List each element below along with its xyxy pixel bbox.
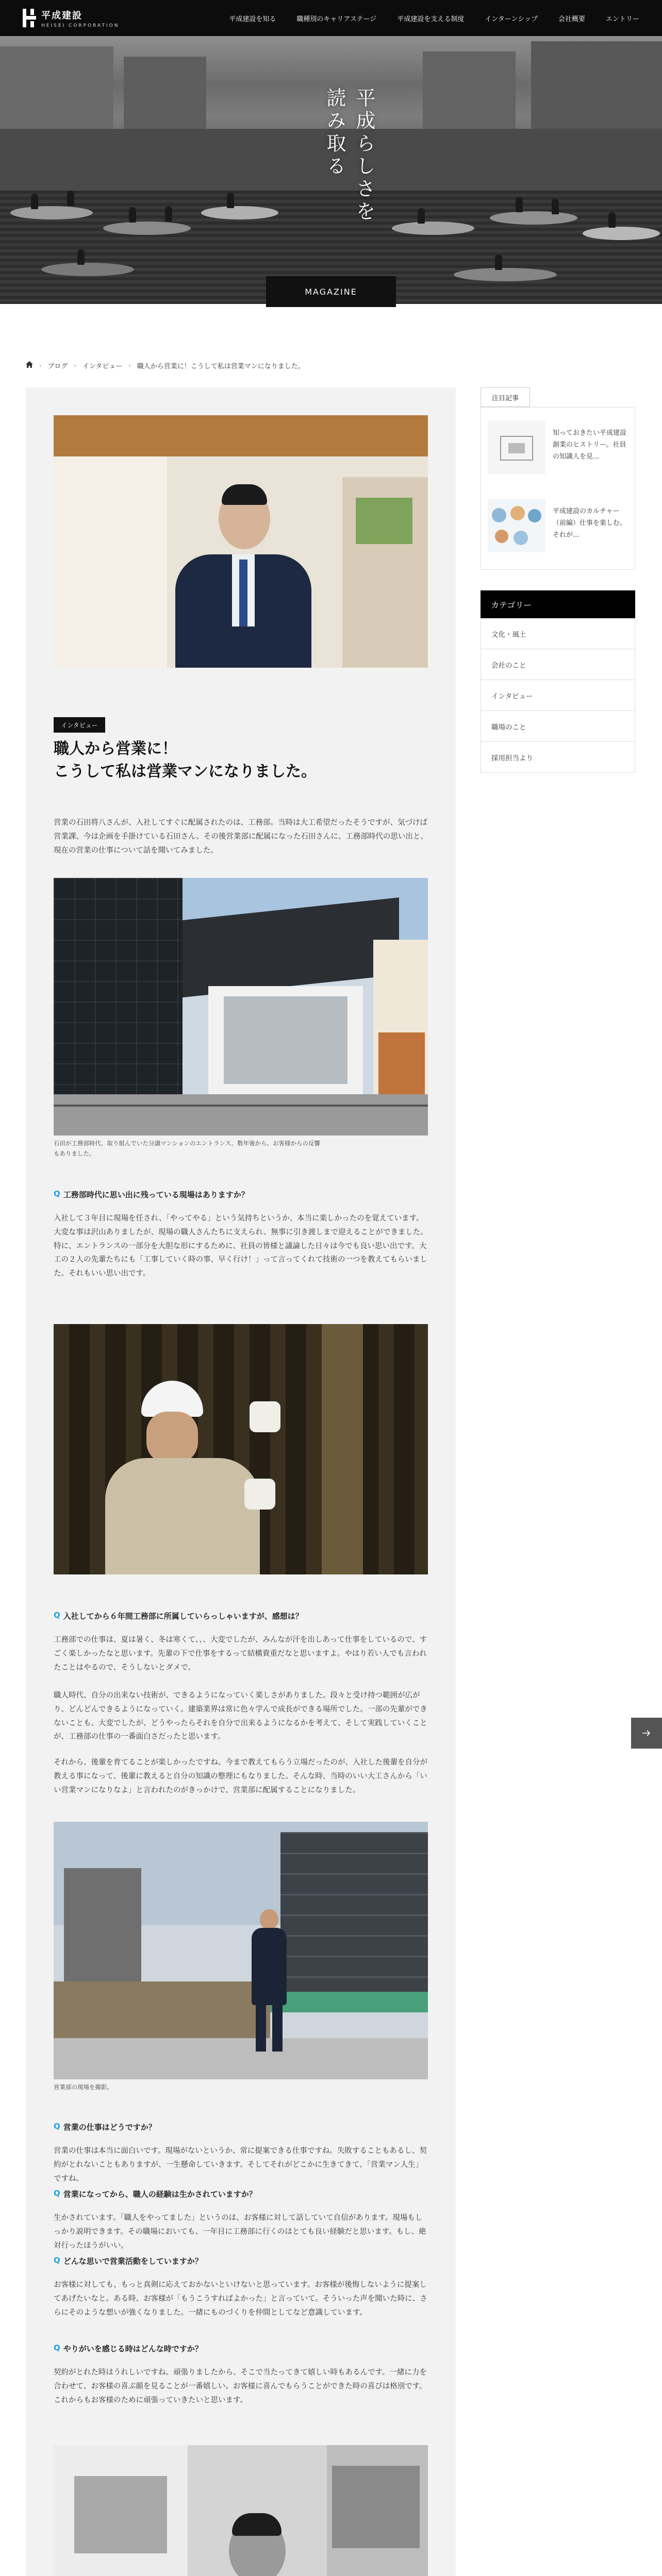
- q-mark-icon: Q: [54, 1611, 60, 1620]
- breadcrumb-interview[interactable]: インタビュー: [82, 363, 123, 370]
- article-photo-profile: [54, 2445, 428, 2576]
- featured-title: 平成建設のカルチャー（前編）仕事を楽しむ。それが...: [553, 507, 627, 539]
- answer-text: それから、後輩を育てることが楽しかったですね。今まで教えてもらう立場だったのが、入社した後輩を自分が教える事になって、後輩に教えると自分の知識の整理にもなりました。そんな時、当時のいい大工さんから「いい営業マンになりなよ」と言われたのがきっかけで、営業部に配属することになりました。: [54, 1758, 427, 1794]
- question-text: どんな思いで営業活動をしていますか？: [63, 2257, 203, 2266]
- logo-sub-text: HEISEI CORPORATION: [41, 23, 120, 28]
- article-photo-portrait: [54, 415, 428, 668]
- featured-item[interactable]: [488, 499, 628, 552]
- article-intro: 営業の石田将八さんが、入社してすぐに配属されたのは、工務部。当時は大工希望だったそうですが、気づけば営業課、今は企画を手掛けている石田さん。その後営業部に配属になった石田さんに、工務部時代の思い出と、現在の営業の仕事について話を聞いてみました。: [54, 819, 428, 855]
- answer-text: 生かされています。「職人をやってました」というのは、お客様に対して話していて自信があります。現場もしっかり説明できます。その職場においても、一年目に工務部に行くのはとても良い経験だと思います。もし、絶対行ったほうがいい。: [54, 2214, 426, 2250]
- article-photo-worker: [54, 1324, 428, 1574]
- q-mark-icon: Q: [54, 1189, 60, 1198]
- question-heading: [54, 1189, 428, 1200]
- logo-mark-icon: [23, 9, 36, 27]
- hero-title-line: 平成らしさを: [353, 88, 375, 224]
- article-photo-building: [54, 878, 428, 1136]
- question-heading: [54, 2256, 428, 2266]
- question-text: 営業になってから、職人の経験は生かされていますか？: [63, 2190, 257, 2199]
- breadcrumb: [26, 361, 305, 370]
- chevron-right-icon: ›: [74, 362, 76, 369]
- question-text: やりがいを感じる時はどんな時ですか？: [63, 2344, 203, 2353]
- sidebar-item-workplace[interactable]: 職場のこと: [481, 711, 635, 742]
- hero-title: [320, 88, 378, 224]
- question-heading: [54, 1611, 428, 1621]
- logo-main-text: 平成建設: [41, 10, 82, 21]
- category-tag[interactable]: インタビュー: [54, 717, 105, 733]
- hero-image: [0, 36, 662, 304]
- arrow-right-icon: [642, 1728, 651, 1738]
- sidebar-item-interview[interactable]: インタビュー: [481, 680, 635, 711]
- breadcrumb-blog[interactable]: ブログ: [47, 363, 68, 370]
- article: [26, 387, 456, 2576]
- featured-item[interactable]: [488, 420, 628, 474]
- featured-thumbnail: [488, 420, 545, 474]
- magazine-badge: MAGAZINE: [266, 276, 396, 307]
- breadcrumb-current: 職人から営業に！こうして私は営業マンになりました。: [137, 363, 305, 370]
- article-title: [54, 738, 317, 783]
- hero-title-line: 読み取る: [323, 88, 346, 178]
- nav-link-system[interactable]: 平成建設を支える制度: [397, 15, 465, 23]
- nav-link-about[interactable]: 平成建設を知る: [229, 15, 276, 23]
- chevron-right-icon: ›: [128, 362, 131, 369]
- q-mark-icon: Q: [54, 2122, 60, 2131]
- nav-link-internship[interactable]: インターンシップ: [485, 15, 538, 23]
- category-heading: カテゴリー: [481, 590, 635, 618]
- nav-link-entry[interactable]: エントリー: [605, 15, 639, 23]
- header-bar: [0, 0, 662, 36]
- chevron-right-icon: ›: [39, 362, 42, 369]
- article-title-line: こうして私は営業マンになりました。: [54, 762, 317, 781]
- answer-text: 営業の仕事は本当に面白いです。現場がないというか、常に提案できる仕事ですね。失敗することもあるし、契約がとれないこともありますが、一生懸命していきます。そしてそれがどこかに生きてきて、「営業マン人生」ですね。: [54, 2147, 427, 2183]
- scroll-to-top-button[interactable]: [631, 1718, 662, 1749]
- nav-link-career[interactable]: 職種別のキャリアステージ: [296, 15, 377, 23]
- tab-featured[interactable]: 注目記事: [481, 387, 530, 407]
- q-mark-icon: Q: [54, 2343, 60, 2352]
- question-heading: [54, 2122, 428, 2132]
- global-nav: [229, 13, 639, 23]
- question-text: 入社してから６年間工務部に所属していらっしゃいますが、感想は？: [63, 1612, 303, 1621]
- sidebar-item-company[interactable]: 会社のこと: [481, 649, 635, 680]
- photo-caption: 石田が工務部時代、取り組んでいた分譲マンションのエントランス。数年後から、お客様からの反響もありました。: [54, 1140, 320, 1157]
- sidebar-item-culture[interactable]: 文化・風土: [481, 618, 635, 649]
- answer-text: お客様に対しても、もっと真剣に応えておかないといけないと思っています。お客様が後悔しないように提案してあげたいなと。ある時、お客様が「もうこうすればよかった」と言っていて。そういった声を聞いた時に、さらにそのような想いが強くなりました。一緒にものづくりを仲間としてなど意識しています。: [54, 2281, 427, 2317]
- sidebar-item-recruit[interactable]: 採用担当より: [481, 742, 635, 773]
- question-text: 営業の仕事はどうですか？: [63, 2123, 156, 2132]
- answer-text: 工務部での仕事は、夏は暑く、冬は寒くて、、、大変でしたが、みんなが汗を出しあって仕事をしているので、すごく楽しかったなと思います。先輩の下で仕事をするって結構貴重だなと思いますよ。やはり若い人でも言われたことはやるので、そうしないとダメで。: [54, 1636, 427, 1672]
- home-icon[interactable]: [26, 361, 33, 370]
- nav-link-company[interactable]: 会社概要: [558, 15, 585, 23]
- question-heading: [54, 2189, 428, 2199]
- q-mark-icon: Q: [54, 2189, 60, 2198]
- article-title-line: 職人から営業に！: [54, 740, 177, 758]
- question-text: 工務部時代に思い出に残っている現場はありますか？: [63, 1190, 249, 1199]
- answer-text: 職人時代、自分の出来ない技術が、できるようになっていく楽しさがありました。段々と受け持つ範囲が広がり、どんどんできるようになっていく。建築業界は常に色々学んで成長ができる場所でした。一部の先輩ができないことも、大変でしたが、どうやったらそれを自分で出来るようになるかを考えて、そして実践していくことが、工務部の仕事の一番面白さだったと思います。: [54, 1691, 427, 1741]
- photo-caption: 営業部の現場を撮影。: [54, 2083, 113, 2091]
- article-photo-site: [54, 1822, 428, 2079]
- logo[interactable]: [23, 8, 119, 28]
- answer-text: 契約がとれた時はうれしいですね。頑張りましたから、そこで当たってきて嬉しい時もあるんです。一緒に力を合わせて、お客様の喜ぶ顔を見ることが一番嬉しい。お客様に喜んでもらうことができた時の喜びは格別です。これからもお客様のために頑張っていきたいと思います。: [54, 2368, 427, 2404]
- question-heading: [54, 2343, 428, 2354]
- answer-text: 入社して３年目に現場を任され、「やってやる」という気持ちというか、本当に楽しかったのを覚えています。大変な事は沢山ありましたが、現場の職人さんたちに支えられ、無事に引き渡しまで迎えることができました。特に、エントランスの一部分を大胆な形にするために、社員の皆様と議論した日々は今でも良い思い出です。大工の２人の先輩たちにも「工事していく時の事、早く行け！」って言ってくれて技術の一つを教えてもらいました。それもいい思い出です。: [54, 1214, 428, 1278]
- featured-thumbnail: [488, 499, 545, 552]
- featured-title: 知っておきたい平成建設創業のヒストリー。社員の知識人を見...: [553, 429, 627, 461]
- q-mark-icon: Q: [54, 2256, 60, 2265]
